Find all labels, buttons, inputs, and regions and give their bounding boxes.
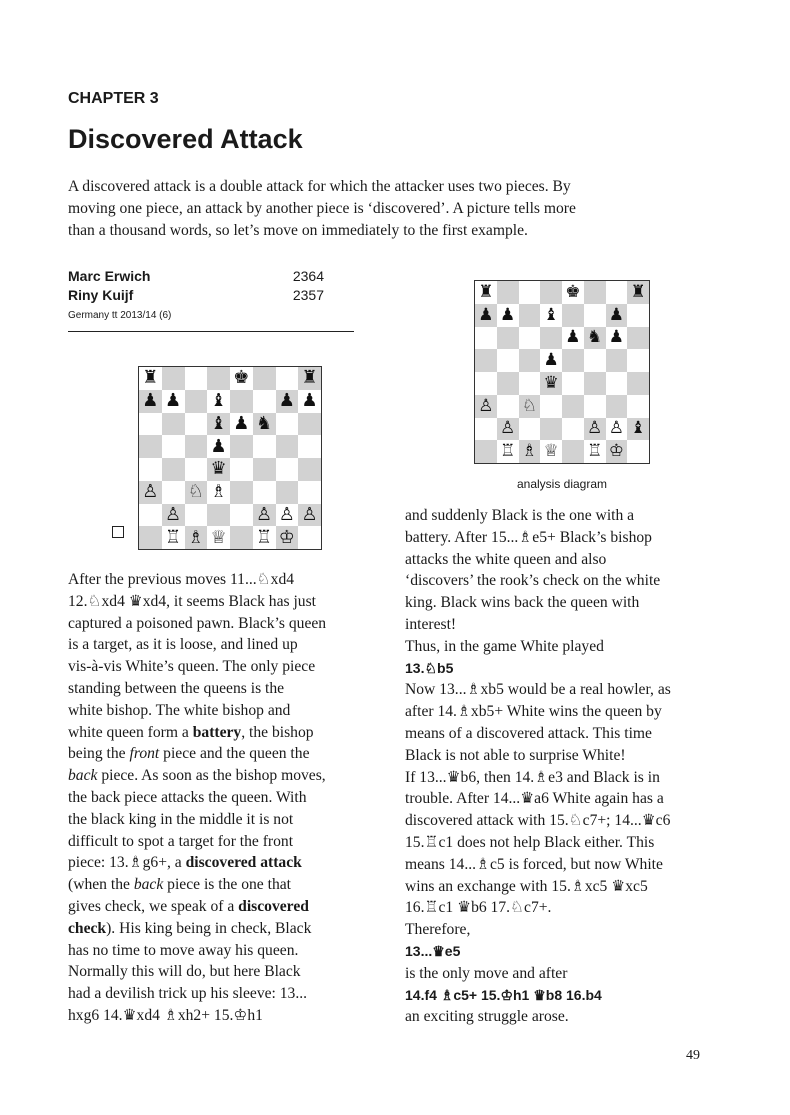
text-line [68,678,388,700]
empty-square [230,435,253,458]
white-queen-icon: ♕ [210,526,227,548]
empty-square [276,435,299,458]
text-line [405,1006,735,1028]
white-player-rating: 2364 [292,268,324,284]
empty-square [627,304,649,327]
text-run: After the previous moves 11...♘xd4 [68,571,295,588]
text-run: check [68,919,107,937]
text-run: has no time to move away his queen. [68,941,299,959]
text-line [405,985,735,1007]
empty-square [185,435,208,458]
text-run: the black king in the middle it is not [68,810,294,828]
empty-square [606,395,628,418]
empty-square [562,395,584,418]
empty-square [185,367,208,390]
empty-square [497,349,519,372]
empty-square [276,481,299,504]
black-rook-icon: ♜ [298,367,321,390]
empty-square [562,372,584,395]
text-run: king. Black wins back the queen with [405,594,640,612]
text-line [405,745,735,767]
text-line [68,722,388,744]
text-run: white queen form a [68,723,193,741]
black-pawn-icon: ♟ [475,304,497,327]
text-run: hxg6 14.♛xd4 ♗xh2+ 15.♔h1 [68,1006,263,1024]
empty-square [475,372,497,395]
text-run: , the bishop [241,723,314,741]
black-pawn-icon: ♟ [301,390,318,412]
white-pawn-icon: ♙ [278,503,295,525]
text-run: Therefore, [405,921,471,939]
white-pawn-icon: ♙ [298,504,321,527]
intro-paragraph [68,176,718,242]
empty-square [230,526,253,549]
white-player-name: Marc Erwich [68,268,151,284]
text-run: difficult to spot a target for the front [68,832,294,850]
text-line [405,505,735,527]
white-player-row [68,268,354,287]
empty-square [230,458,253,481]
text-line [68,765,388,787]
text-run: captured a poisoned pawn. Black’s queen [68,614,327,632]
empty-square [562,440,584,463]
text-line [68,852,388,874]
text-run: back [68,767,98,785]
white-rook-icon: ♖ [256,526,273,548]
empty-square [276,413,299,436]
black-pawn-icon: ♟ [500,304,516,325]
black-bishop-icon: ♝ [543,304,559,325]
text-run: 13...♛e5 [405,942,461,959]
text-run: the back piece attacks the queen. With [68,788,307,806]
game-header [68,268,354,332]
text-run: Now 13...♗xb5 would be a real howler, as [405,681,671,699]
black-bishop-icon: ♝ [627,418,649,441]
empty-square [139,413,162,436]
empty-square [298,458,321,481]
empty-square [627,372,649,395]
black-pawn-icon: ♟ [233,412,250,434]
white-bishop-icon: ♗ [185,526,208,549]
text-line [68,613,388,635]
empty-square [540,327,562,350]
empty-square [162,367,185,390]
text-run: gives check, we speak of a [68,897,239,915]
empty-square [519,372,541,395]
empty-square [497,395,519,418]
empty-square [230,504,253,527]
white-pawn-icon: ♙ [584,418,606,441]
text-run: front [129,745,160,763]
text-run: white bishop. The white bishop and [68,701,291,719]
black-pawn-icon: ♟ [165,390,182,412]
text-run: is a target, as it is loose, and lined up [68,636,298,654]
text-run: discovered attack [185,854,302,872]
empty-square [627,327,649,350]
text-line [405,810,735,832]
text-run: 12.♘xd4 ♛xd4, it seems Black has just [68,592,316,610]
empty-square [584,304,606,327]
text-run: had a devilish trick up his sleeve: 13... [68,985,308,1003]
text-run: after 14.♗xb5+ White wins the queen by [405,703,662,721]
empty-square [185,504,208,527]
black-player-rating: 2357 [292,287,324,303]
empty-square [606,372,628,395]
text-line [405,832,735,854]
text-line [405,527,735,549]
white-knight-icon: ♘ [519,395,541,418]
empty-square [162,481,185,504]
right-text-column [405,505,735,1028]
text-line [68,1005,388,1027]
text-line [68,656,388,678]
white-bishop-icon: ♗ [210,481,227,503]
black-knight-icon: ♞ [253,413,276,436]
white-pawn-icon: ♙ [162,504,185,527]
text-line [68,591,388,613]
empty-square [207,367,230,390]
empty-square [497,281,519,304]
text-line [68,961,388,983]
empty-square [230,481,253,504]
black-knight-icon: ♞ [584,327,606,350]
empty-square [519,327,541,350]
empty-square [584,281,606,304]
empty-square [627,349,649,372]
empty-square [540,395,562,418]
text-line [405,592,735,614]
empty-square [298,481,321,504]
empty-square [627,395,649,418]
intro-line: than a thousand words, so let’s move on immediately to the first example. [68,222,528,239]
text-run: Normally this will do, but here Black [68,963,301,981]
white-rook-icon: ♖ [500,441,516,462]
text-line [405,679,735,701]
white-pawn-icon: ♙ [139,481,162,504]
empty-square [562,304,584,327]
empty-square [253,367,276,390]
white-bishop-icon: ♗ [519,440,541,463]
text-run: 15.♖c1 does not help Black either. This [405,833,655,851]
text-line [68,787,388,809]
empty-square [298,413,321,436]
black-pawn-icon: ♟ [543,350,559,371]
black-queen-icon: ♛ [207,458,230,481]
empty-square [627,440,649,463]
empty-square [606,281,628,304]
white-knight-icon: ♘ [185,481,208,504]
white-pawn-icon: ♙ [608,418,624,439]
empty-square [540,281,562,304]
text-line [68,940,388,962]
text-line [405,963,735,985]
page-number: 49 [686,1048,700,1063]
empty-square [276,367,299,390]
black-player-name: Riny Kuijf [68,287,134,303]
text-run: battery [192,723,242,741]
text-line [68,896,388,918]
empty-square [475,349,497,372]
empty-square [584,395,606,418]
text-run: wins an exchange with 15.♗xc5 ♛xc5 [405,877,648,895]
empty-square [185,390,208,413]
black-pawn-icon: ♟ [606,304,628,327]
text-run: means of a discovered attack. This time [405,724,652,742]
text-line [405,723,735,745]
empty-square [519,304,541,327]
white-pawn-icon: ♙ [497,418,519,441]
text-run: ). His king being in check, Black [106,919,312,937]
empty-square [584,372,606,395]
empty-square [298,526,321,549]
empty-square [185,458,208,481]
intro-line: A discovered attack is a double attack for which the attacker uses two pieces. By [68,178,571,195]
black-pawn-icon: ♟ [210,435,227,457]
black-player-row [68,287,354,306]
empty-square [253,390,276,413]
white-pawn-icon: ♙ [475,395,497,418]
empty-square [475,418,497,441]
white-king-icon: ♔ [276,526,299,549]
white-to-move-indicator [112,526,124,538]
left-text-column [68,569,388,1027]
black-rook-icon: ♜ [627,281,649,304]
black-bishop-icon: ♝ [207,413,230,436]
text-line [68,918,388,940]
empty-square [540,418,562,441]
text-run: is the only move and after [405,964,568,982]
text-line [405,549,735,571]
text-run: If 13...♛b6, then 14.♗e3 and Black is in [405,768,660,786]
text-run: piece and the queen the [159,745,310,763]
black-queen-icon: ♛ [540,372,562,395]
text-line [405,636,735,658]
analysis-chess-diagram [474,280,650,464]
text-run: piece. As soon as the bishop moves, [97,767,326,785]
white-king-icon: ♔ [606,440,628,463]
empty-square [230,390,253,413]
text-line [405,854,735,876]
empty-square [584,349,606,372]
text-run: an exciting struggle arose. [405,1008,569,1026]
empty-square [497,372,519,395]
text-line [405,570,735,592]
text-line [405,701,735,723]
black-bishop-icon: ♝ [210,390,227,412]
empty-square [139,526,162,549]
text-line [405,897,735,919]
text-line [405,767,735,789]
text-run: trouble. After 14...♛a6 White again has a [405,790,664,808]
empty-square [139,458,162,481]
text-line [68,809,388,831]
empty-square [253,435,276,458]
empty-square [207,504,230,527]
white-queen-icon: ♕ [543,441,559,462]
empty-square [162,458,185,481]
text-run: and suddenly Black is the one with a [405,507,635,524]
text-run: (when the [68,876,134,894]
text-line [405,941,735,963]
text-line [68,743,388,765]
text-run: being the [68,745,130,763]
text-line [405,876,735,898]
text-run: standing between the queens is the [68,679,285,697]
text-line [68,634,388,656]
text-line [405,788,735,810]
empty-square [475,327,497,350]
text-line [405,658,735,680]
text-run: ‘discovers’ the rook’s check on the white [405,572,661,590]
empty-square [475,440,497,463]
text-run: piece: 13.♗g6+, a [68,854,186,872]
text-run: Thus, in the game White played [405,637,604,655]
empty-square [253,481,276,504]
text-line [68,700,388,722]
text-run: interest! [405,615,457,633]
empty-square [519,281,541,304]
empty-square [139,435,162,458]
text-line [405,919,735,941]
text-run: 16.♖c1 ♛b6 17.♘c7+. [405,899,552,917]
analysis-diagram-caption: analysis diagram [516,477,608,491]
text-run: means 14...♗c5 is forced, but now White [405,855,663,873]
empty-square [519,349,541,372]
black-king-icon: ♚ [565,281,581,302]
empty-square [298,435,321,458]
text-run: 13.♘b5 [405,659,454,676]
text-line [68,874,388,896]
black-king-icon: ♚ [233,367,250,389]
event-info: Germany tt 2013/14 (6) [68,310,354,332]
black-rook-icon: ♜ [142,367,159,389]
empty-square [562,349,584,372]
text-run: attacks the white queen and also [405,550,607,568]
empty-square [276,458,299,481]
empty-square [162,413,185,436]
empty-square [162,435,185,458]
text-line [68,831,388,853]
text-line [405,614,735,636]
empty-square [185,413,208,436]
black-pawn-icon: ♟ [608,327,624,348]
white-rook-icon: ♖ [587,441,603,462]
empty-square [497,327,519,350]
black-pawn-icon: ♟ [276,390,299,413]
black-rook-icon: ♜ [478,281,494,302]
main-chess-diagram [138,366,322,550]
text-run: vis-à-vis White’s queen. The only piece [68,658,316,676]
chapter-title: Discovered Attack [68,124,303,154]
black-pawn-icon: ♟ [139,390,162,413]
text-run: discovered [238,897,309,915]
empty-square [606,349,628,372]
text-line [68,569,388,591]
text-run: 14.f4 ♗c5+ 15.♔h1 ♛b8 16.b4 [405,986,602,1003]
white-pawn-icon: ♙ [253,504,276,527]
text-run: battery. After 15...♗e5+ Black’s bishop [405,528,652,546]
empty-square [519,418,541,441]
empty-square [562,418,584,441]
intro-line: moving one piece, an attack by another piece is ‘discovered’. A picture tells more [68,200,576,217]
text-run: piece is the one that [163,876,292,894]
text-run: Black is not able to surprise White! [405,746,626,764]
text-run: back [133,876,164,894]
text-run: discovered attack with 15.♘c7+; 14...♛c6 [405,812,671,830]
chapter-label: CHAPTER 3 [68,90,159,107]
empty-square [139,504,162,527]
text-line [68,983,388,1005]
empty-square [253,458,276,481]
white-rook-icon: ♖ [165,526,182,548]
black-pawn-icon: ♟ [565,327,581,348]
